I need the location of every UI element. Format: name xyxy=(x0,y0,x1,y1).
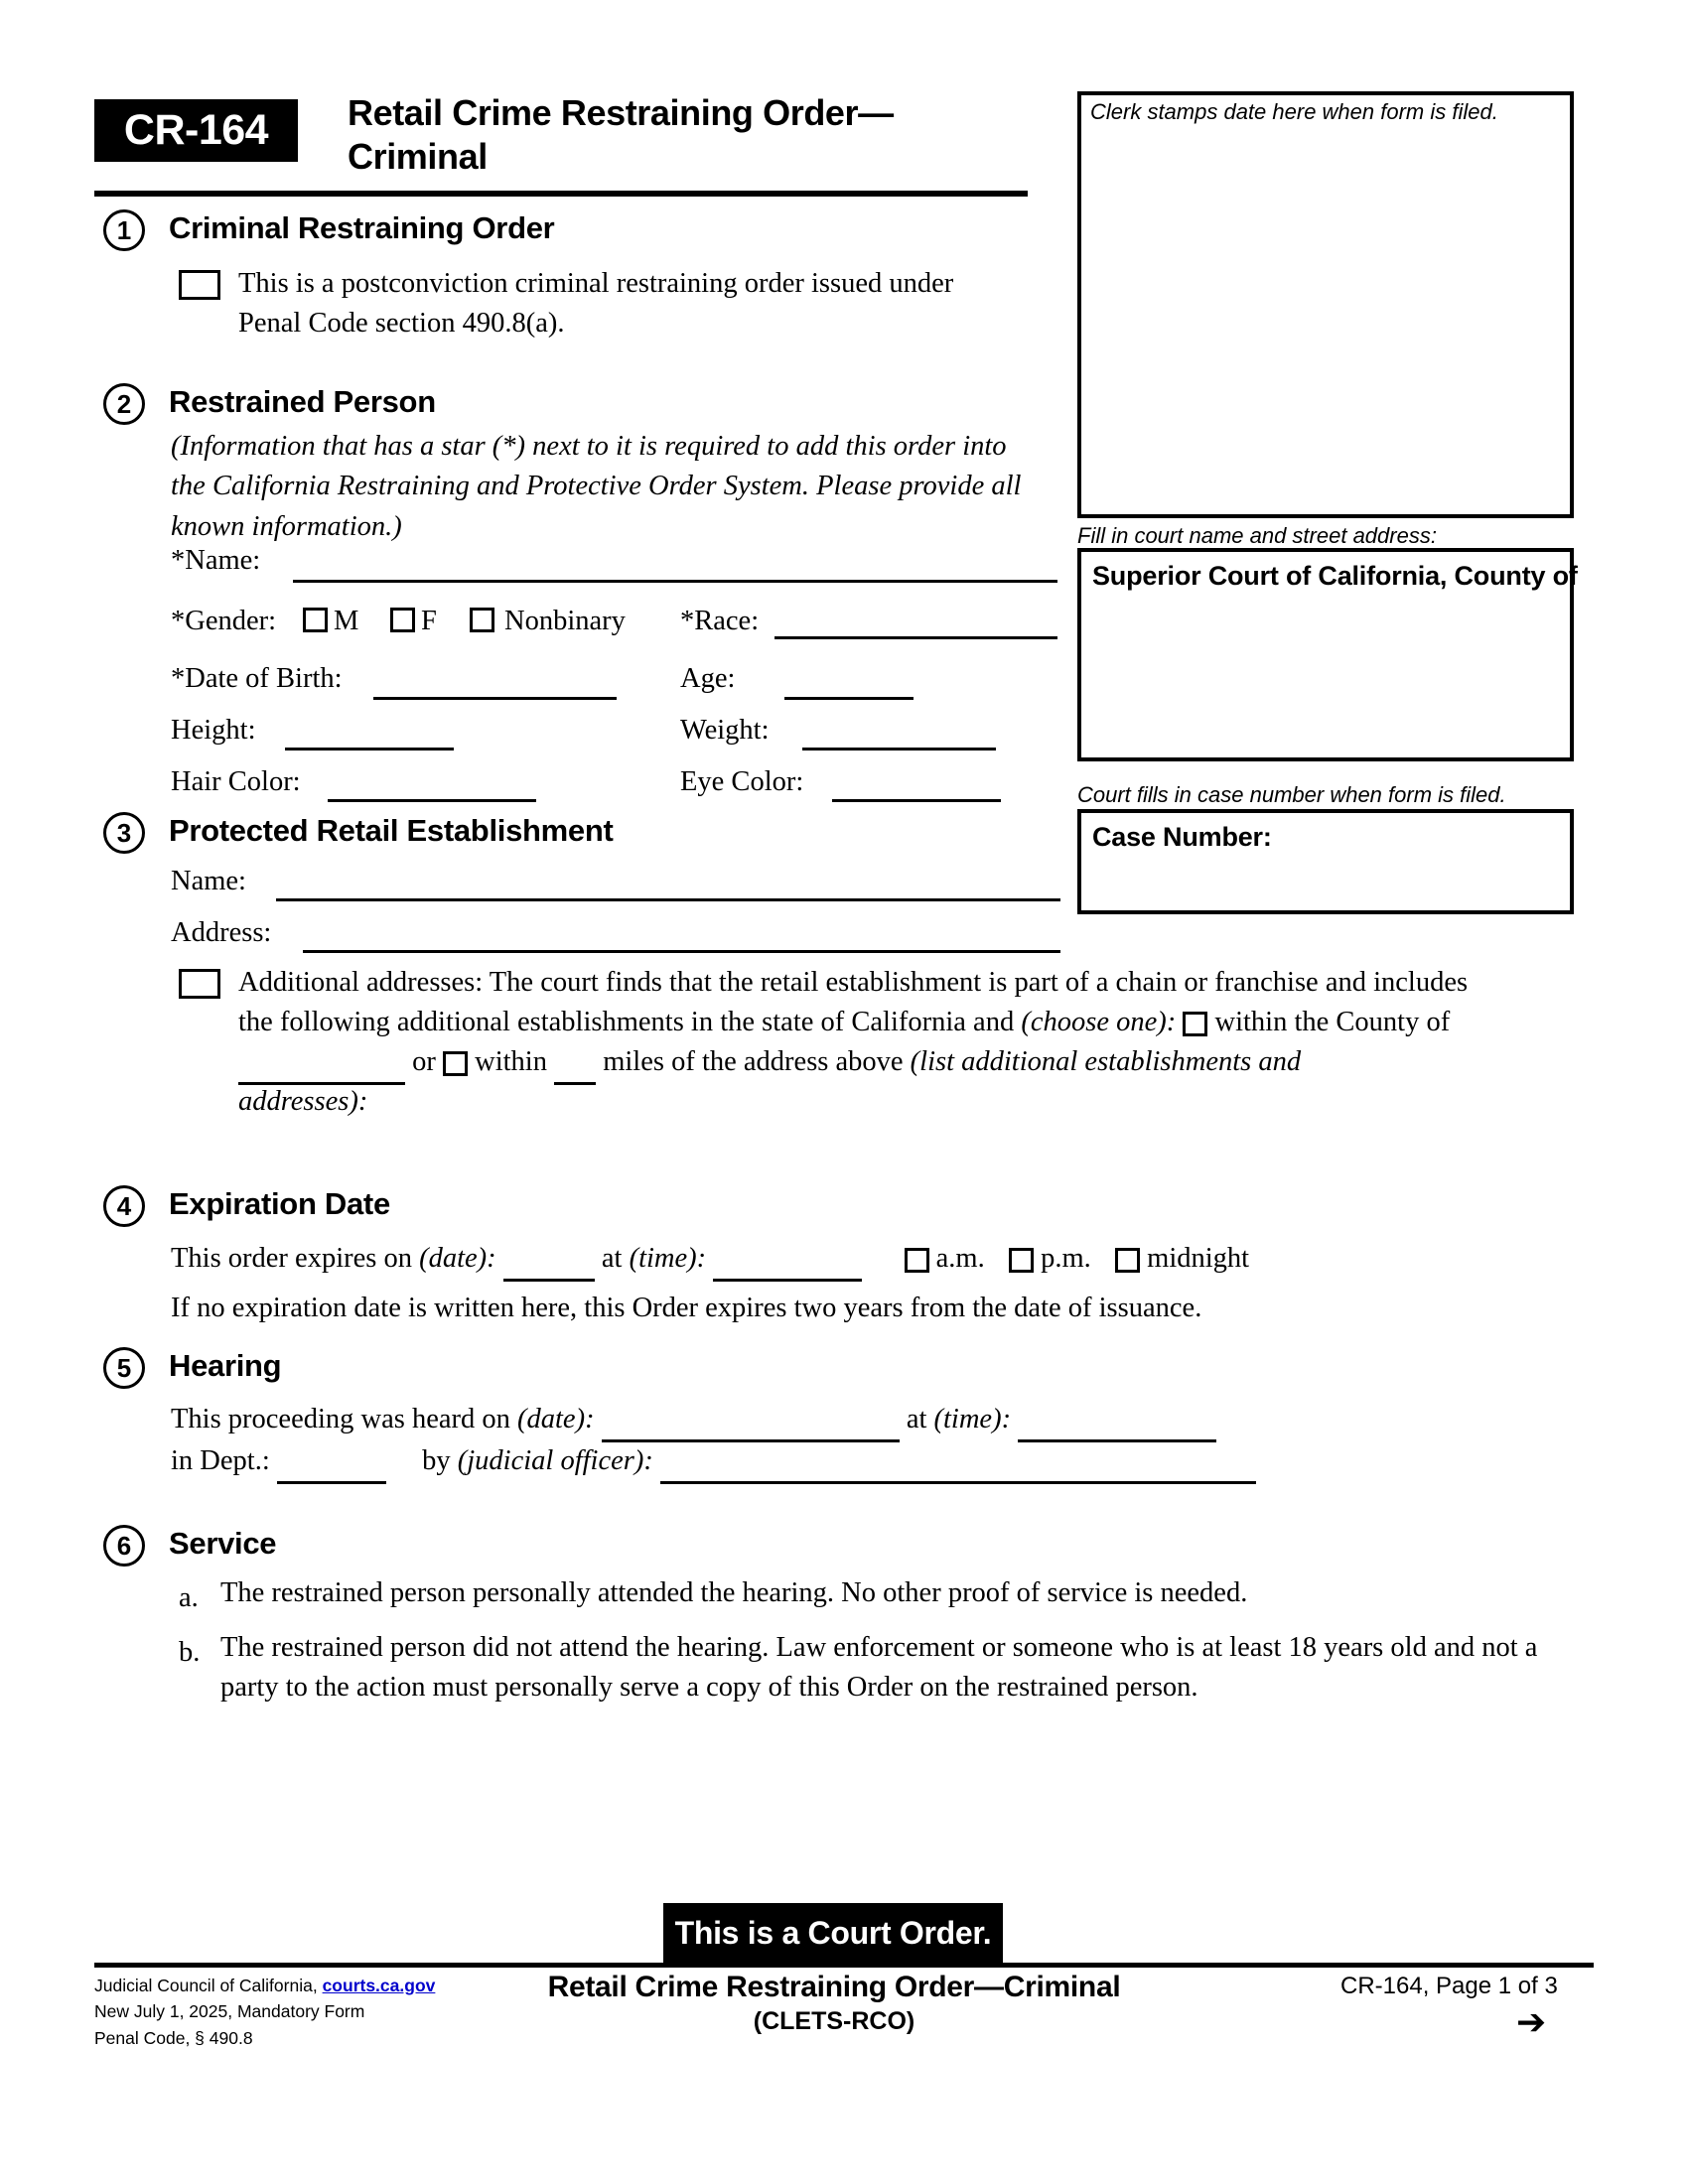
expiration-line xyxy=(171,1239,1249,1282)
section-3-title: Protected Retail Establishment xyxy=(169,813,614,848)
restrained-height-input[interactable] xyxy=(285,748,454,751)
case-number-label: Case Number: xyxy=(1092,822,1272,852)
gender-f-checkbox[interactable] xyxy=(390,608,415,632)
by-label: by xyxy=(422,1445,451,1476)
section-1-number: 1 xyxy=(103,209,145,251)
county-name-input[interactable] xyxy=(238,1042,405,1085)
footer-form-number: CR-164 xyxy=(1340,1973,1423,1999)
footer-page-number: , Page 1 of 3 xyxy=(1422,1973,1558,1999)
heard-at-label: at xyxy=(906,1404,927,1434)
within-miles-checkbox[interactable] xyxy=(443,1051,468,1076)
restrained-eye-input[interactable] xyxy=(832,799,1001,802)
restrained-hair-input[interactable] xyxy=(328,799,536,802)
restrained-dob-input[interactable] xyxy=(373,697,617,700)
restrained-weight-input[interactable] xyxy=(802,748,996,751)
dept-label: in Dept.: xyxy=(171,1445,270,1476)
expires-time-hint: (time): xyxy=(629,1243,707,1274)
section-6-title: Service xyxy=(169,1526,277,1561)
addl-within-label: within xyxy=(475,1046,547,1077)
additional-addresses-line-2 xyxy=(238,1003,1450,1042)
section-5-number: 5 xyxy=(103,1347,145,1389)
courts-website-link[interactable]: courts.ca.gov xyxy=(322,1976,436,1995)
restrained-race-input[interactable] xyxy=(774,636,1057,639)
additional-addresses-line-3 xyxy=(238,1042,1301,1085)
expiration-pm-label: p.m. xyxy=(1041,1243,1091,1274)
form-number-badge: CR-164 xyxy=(94,99,298,162)
judicial-officer-hint: (judicial officer): xyxy=(457,1445,653,1476)
service-item-b-text xyxy=(220,1628,1561,1708)
expiration-midnight-checkbox[interactable] xyxy=(1115,1248,1140,1273)
judicial-officer-input[interactable] xyxy=(660,1441,1256,1484)
service-item-b-line-1: The restrained person did not attend the hearing. Law enforcement or someone who is at least 18 years old and xyxy=(220,1632,1476,1663)
gender-nonbinary-checkbox[interactable] xyxy=(470,608,494,632)
page-title xyxy=(348,91,1043,179)
restrained-weight-label: Weight: xyxy=(680,715,770,746)
hearing-line-2 xyxy=(171,1441,1256,1484)
restrained-height-label: Height: xyxy=(171,715,256,746)
postconviction-order-checkbox[interactable] xyxy=(179,270,220,300)
court-name-label: Superior Court of California, County of xyxy=(1092,561,1578,591)
within-county-checkbox[interactable] xyxy=(1183,1012,1207,1036)
section-1-text-line-2: Penal Code section 490.8(a). xyxy=(238,308,565,340)
additional-addresses-line-1: Additional addresses: The court finds that the retail establishment is part of a chain or franchise and includes xyxy=(238,967,1469,998)
header-divider xyxy=(94,191,1028,197)
expiration-default-note: If no expiration date is written here, this Order expires two years from the date of issuance. xyxy=(171,1293,1202,1323)
next-page-arrow-icon: ➔ xyxy=(1516,2002,1547,2043)
restrained-age-input[interactable] xyxy=(784,697,914,700)
form-title-line-1: Retail Crime Restraining Order— xyxy=(348,92,894,133)
gender-f-label: F xyxy=(421,606,437,636)
hearing-line-1 xyxy=(171,1400,1216,1442)
establishment-address-label: Address: xyxy=(171,917,272,948)
section-1-text-line-1: This is a postconviction criminal restraining order issued under xyxy=(238,268,954,299)
expiration-pm-checkbox[interactable] xyxy=(1009,1248,1034,1273)
section-1-title: Criminal Restraining Order xyxy=(169,210,555,245)
section-5-title: Hearing xyxy=(169,1348,282,1383)
establishment-address-input[interactable] xyxy=(303,950,1060,953)
footer-revision-date: New July 1, 2025, Mandatory Form xyxy=(94,2001,365,2022)
restrained-eye-label: Eye Color: xyxy=(680,766,804,797)
service-item-a-marker: a. xyxy=(179,1582,199,1613)
restrained-age-label: Age: xyxy=(680,663,736,694)
establishment-name-label: Name: xyxy=(171,866,246,896)
court-name-caption: Fill in court name and street address: xyxy=(1077,523,1437,548)
restrained-name-input[interactable] xyxy=(293,580,1057,583)
court-order-banner: This is a Court Order. xyxy=(663,1903,1003,1963)
case-number-caption: Court fills in case number when form is filed. xyxy=(1077,782,1506,807)
footer-left-block xyxy=(94,1973,435,2051)
section-2-note-line-2: into the California Restraining and Protective Order System. Please xyxy=(171,431,1007,502)
restrained-hair-label: Hair Color: xyxy=(171,766,301,797)
expires-date-hint: (date): xyxy=(419,1243,496,1274)
footer-penal-code: Penal Code, § 490.8 xyxy=(94,2027,253,2048)
footer-form-code: (CLETS-RCO) xyxy=(753,2007,915,2035)
dept-input[interactable] xyxy=(277,1441,386,1484)
addl-list-hint: (list additional establishments and xyxy=(910,1046,1302,1077)
footer-council-label: Judicial Council of California, xyxy=(94,1976,318,1995)
expiration-am-checkbox[interactable] xyxy=(905,1248,929,1273)
section-2-note-line-1: (Information that has a star (*) next to it is required to add this order xyxy=(171,431,956,462)
section-3-number: 3 xyxy=(103,812,145,854)
section-6-number: 6 xyxy=(103,1525,145,1567)
restrained-name-label: *Name: xyxy=(171,545,261,576)
additional-addresses-line-4: addresses): xyxy=(238,1086,368,1117)
section-1-checkbox-text xyxy=(238,264,1023,344)
miles-input[interactable] xyxy=(554,1042,596,1085)
restrained-gender-label: *Gender: xyxy=(171,606,277,636)
addl-line2-part-a: the following additional establishments in the state of California and xyxy=(238,1007,1015,1037)
section-2-note xyxy=(171,427,1035,547)
expires-on-label: This order expires on xyxy=(171,1243,412,1274)
hearing-date-input[interactable] xyxy=(602,1400,900,1442)
expiration-am-label: a.m. xyxy=(935,1243,985,1274)
clerk-stamp-caption: Clerk stamps date here when form is filed. xyxy=(1090,99,1498,124)
section-2-title: Restrained Person xyxy=(169,384,436,419)
heard-time-hint: (time): xyxy=(933,1404,1012,1434)
service-item-b-line-2: not a party to the action must personally serve a copy of this Order on the restrained person. xyxy=(220,1632,1538,1704)
expiration-midnight-label: midnight xyxy=(1147,1243,1250,1274)
expiration-date-input[interactable] xyxy=(503,1239,595,1282)
heard-date-hint: (date): xyxy=(517,1404,595,1434)
footer-form-title: Retail Crime Restraining Order—Criminal xyxy=(547,1971,1121,2003)
footer-page-info xyxy=(1340,1973,1558,2000)
hearing-time-input[interactable] xyxy=(1018,1400,1216,1442)
establishment-name-input[interactable] xyxy=(276,898,1060,901)
gender-m-checkbox[interactable] xyxy=(303,608,328,632)
addl-choose-one: (choose one): xyxy=(1021,1007,1177,1037)
additional-addresses-checkbox[interactable] xyxy=(179,969,220,999)
form-title-line-2: Criminal xyxy=(348,135,488,177)
clerk-stamp-box xyxy=(1077,91,1574,518)
gender-nonbinary-label: Nonbinary xyxy=(504,606,626,636)
expiration-time-input[interactable] xyxy=(713,1239,862,1282)
section-4-number: 4 xyxy=(103,1185,145,1227)
heard-on-label: This proceeding was heard on xyxy=(171,1404,510,1434)
addl-line2-part-c: within the County of xyxy=(1214,1007,1451,1037)
service-item-a-text: The restrained person personally attended the hearing. No other proof of service is needed. xyxy=(220,1577,1248,1608)
section-2-note-line-3: provide all known information.) xyxy=(171,471,1022,542)
section-2-number: 2 xyxy=(103,383,145,425)
addl-or-label: or xyxy=(412,1046,436,1077)
restrained-race-label: *Race: xyxy=(680,606,760,636)
service-item-b-marker: b. xyxy=(179,1637,201,1668)
expires-at-label: at xyxy=(601,1243,623,1274)
gender-m-label: M xyxy=(334,606,359,636)
addl-miles-label: miles of the address above xyxy=(603,1046,904,1077)
footer-divider xyxy=(94,1963,1594,1968)
footer-center-block xyxy=(452,1971,1216,2036)
section-4-title: Expiration Date xyxy=(169,1186,390,1221)
restrained-dob-label: *Date of Birth: xyxy=(171,663,343,694)
